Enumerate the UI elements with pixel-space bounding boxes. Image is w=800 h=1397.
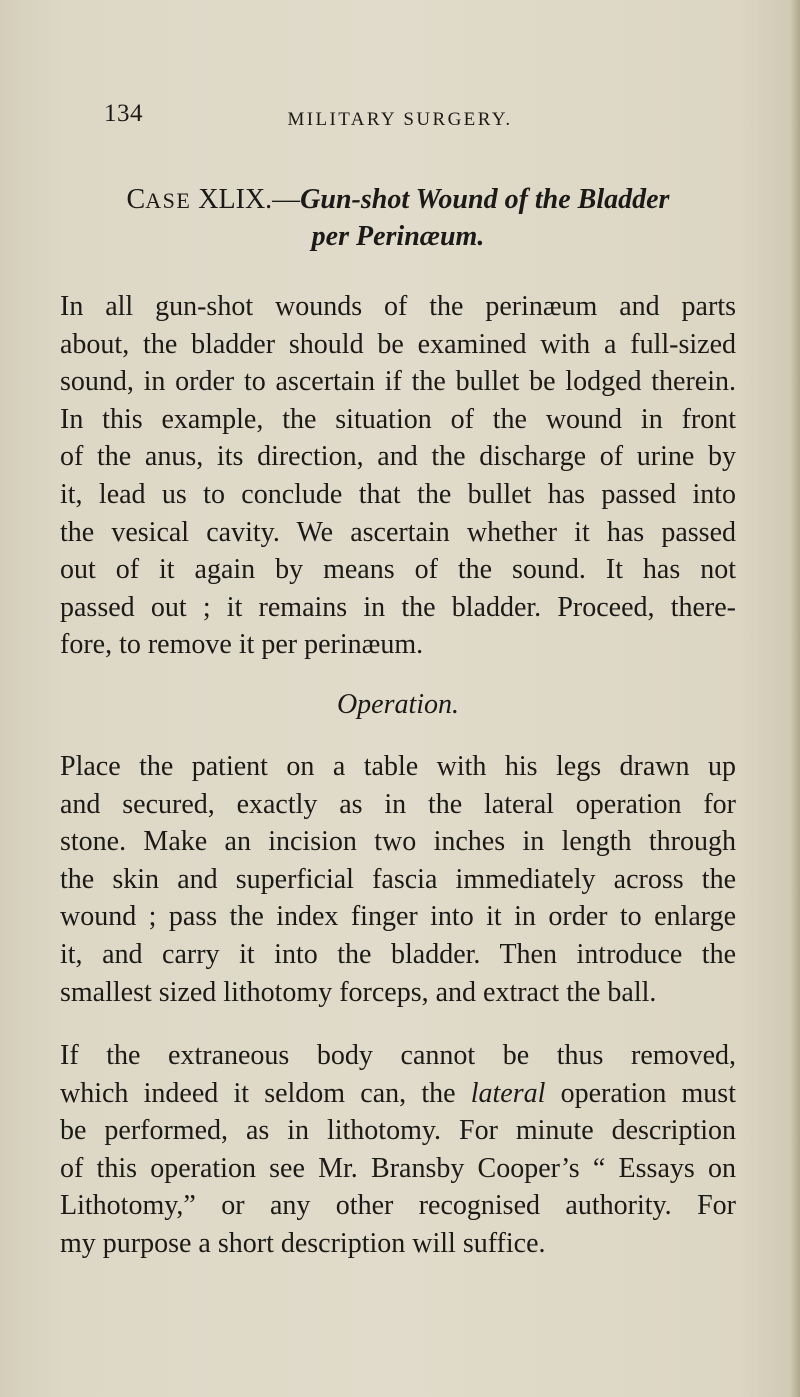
text-line: passed out ; it remains in the bladder. Proceed, there- — [60, 591, 736, 623]
text-line: out of it again by means of the sound. It has not — [60, 554, 736, 586]
case-title-line2: per Perinæum. — [311, 221, 485, 252]
text-line: my purpose a short description will suffice. — [60, 1228, 546, 1260]
text-line: If the extraneous body cannot be thus removed, — [60, 1040, 736, 1072]
page-edge-shadow — [790, 0, 800, 1397]
text-line: which indeed it seldom can, the lateral operation must — [60, 1077, 736, 1109]
text-line: sound, in order to ascertain if the bullet be lodged therein. — [60, 366, 736, 398]
spacer — [60, 255, 736, 288]
spacer — [60, 664, 736, 687]
case-title-line1: Gun-shot Wound of the Bladder — [300, 184, 670, 215]
text-line: fore, to remove it per perinæum. — [60, 629, 424, 661]
operation-heading: Operation. — [336, 688, 460, 720]
case-heading — [60, 182, 736, 255]
spacer — [60, 723, 736, 748]
page-header — [0, 100, 800, 140]
text-line: Lithotomy,” or any other recognised authority. For — [60, 1190, 736, 1222]
page-number: 134 — [104, 100, 143, 127]
italic-term-lateral: lateral — [470, 1077, 546, 1109]
text-line: and secured, exactly as in the lateral operation for — [60, 788, 736, 820]
page-body — [60, 182, 736, 1263]
case-label: CASE XLIX.— — [126, 184, 301, 215]
text-line: stone. Make an incision two inches in length through — [60, 826, 736, 858]
paragraph-operation — [60, 748, 736, 1011]
text-line: about, the bladder should be examined with a full-sized — [60, 328, 736, 360]
text-line: In this example, the situation of the wound in front — [60, 403, 736, 435]
text-line: it, lead us to conclude that the bullet has passed into — [60, 478, 736, 510]
spacer — [60, 1011, 736, 1037]
text-line: the vesical cavity. We ascertain whether it has passed — [60, 516, 736, 548]
text-line: the skin and superficial fascia immediately across the — [60, 863, 736, 895]
text-line: be performed, as in lithotomy. For minute description — [60, 1115, 736, 1147]
text-line: wound ; pass the index finger into it in order to enlarge — [60, 901, 736, 933]
text-line: it, and carry it into the bladder. Then introduce the — [60, 938, 736, 970]
paragraph-intro — [60, 288, 736, 664]
paragraph-extraneous-body — [60, 1037, 736, 1263]
text-line: Place the patient on a table with his legs drawn up — [60, 750, 736, 782]
running-head: MILITARY SURGERY. — [287, 109, 513, 130]
text-line: In all gun-shot wounds of the perinæum and parts — [60, 291, 736, 322]
text-line: of the anus, its direction, and the discharge of urine by — [60, 441, 736, 473]
text-line: smallest sized lithotomy forceps, and extract the ball. — [60, 976, 657, 1008]
text-line: of this operation see Mr. Bransby Cooper’s “ Essays on — [60, 1152, 736, 1184]
